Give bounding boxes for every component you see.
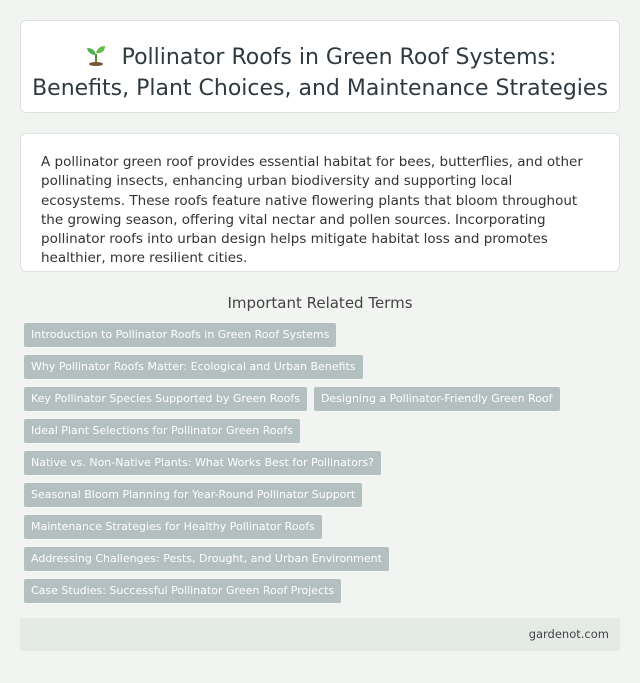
term-tag[interactable]: Designing a Pollinator-Friendly Green Roof	[314, 387, 560, 411]
footer-site-link[interactable]: gardenot.com	[528, 627, 609, 641]
title-card	[20, 20, 620, 113]
related-terms-list	[24, 323, 620, 603]
term-tag[interactable]: Why Pollinator Roofs Matter: Ecological and Urban Benefits	[24, 355, 363, 379]
related-terms-heading: Important Related Terms	[227, 294, 413, 312]
footer	[20, 618, 620, 651]
term-tag[interactable]: Native vs. Non-Native Plants: What Works Best for Pollinators?	[24, 451, 381, 475]
title-line-2: Benefits, Plant Choices, and Maintenance Strategies	[32, 76, 608, 101]
term-tag[interactable]: Introduction to Pollinator Roofs in Green Roof Systems	[24, 323, 336, 347]
term-tag[interactable]: Seasonal Bloom Planning for Year-Round Pollinator Support	[24, 483, 362, 507]
sprout-icon	[84, 44, 108, 66]
title-line-1: Pollinator Roofs in Green Roof Systems:	[121, 45, 557, 70]
term-tag[interactable]: Addressing Challenges: Pests, Drought, and Urban Environment	[24, 547, 389, 571]
page-title	[21, 42, 619, 104]
intro-card	[20, 133, 620, 272]
term-tag[interactable]: Ideal Plant Selections for Pollinator Green Roofs	[24, 419, 300, 443]
intro-paragraph: A pollinator green roof provides essential habitat for bees, butterflies, and other pollinating insects, enhancing urban biodiversity and supporting local ecosystems. These roofs feature native flowering plants that bloom throughout the growing season, offering vital nectar and pollen sources. Incorporating pollinator roofs into urban design helps mitigate habitat loss and promotes healthier, more resilient cities.	[41, 154, 583, 267]
term-tag[interactable]: Key Pollinator Species Supported by Green Roofs	[24, 387, 307, 411]
term-tag[interactable]: Case Studies: Successful Pollinator Green Roof Projects	[24, 579, 341, 603]
term-tag[interactable]: Maintenance Strategies for Healthy Pollinator Roofs	[24, 515, 322, 539]
